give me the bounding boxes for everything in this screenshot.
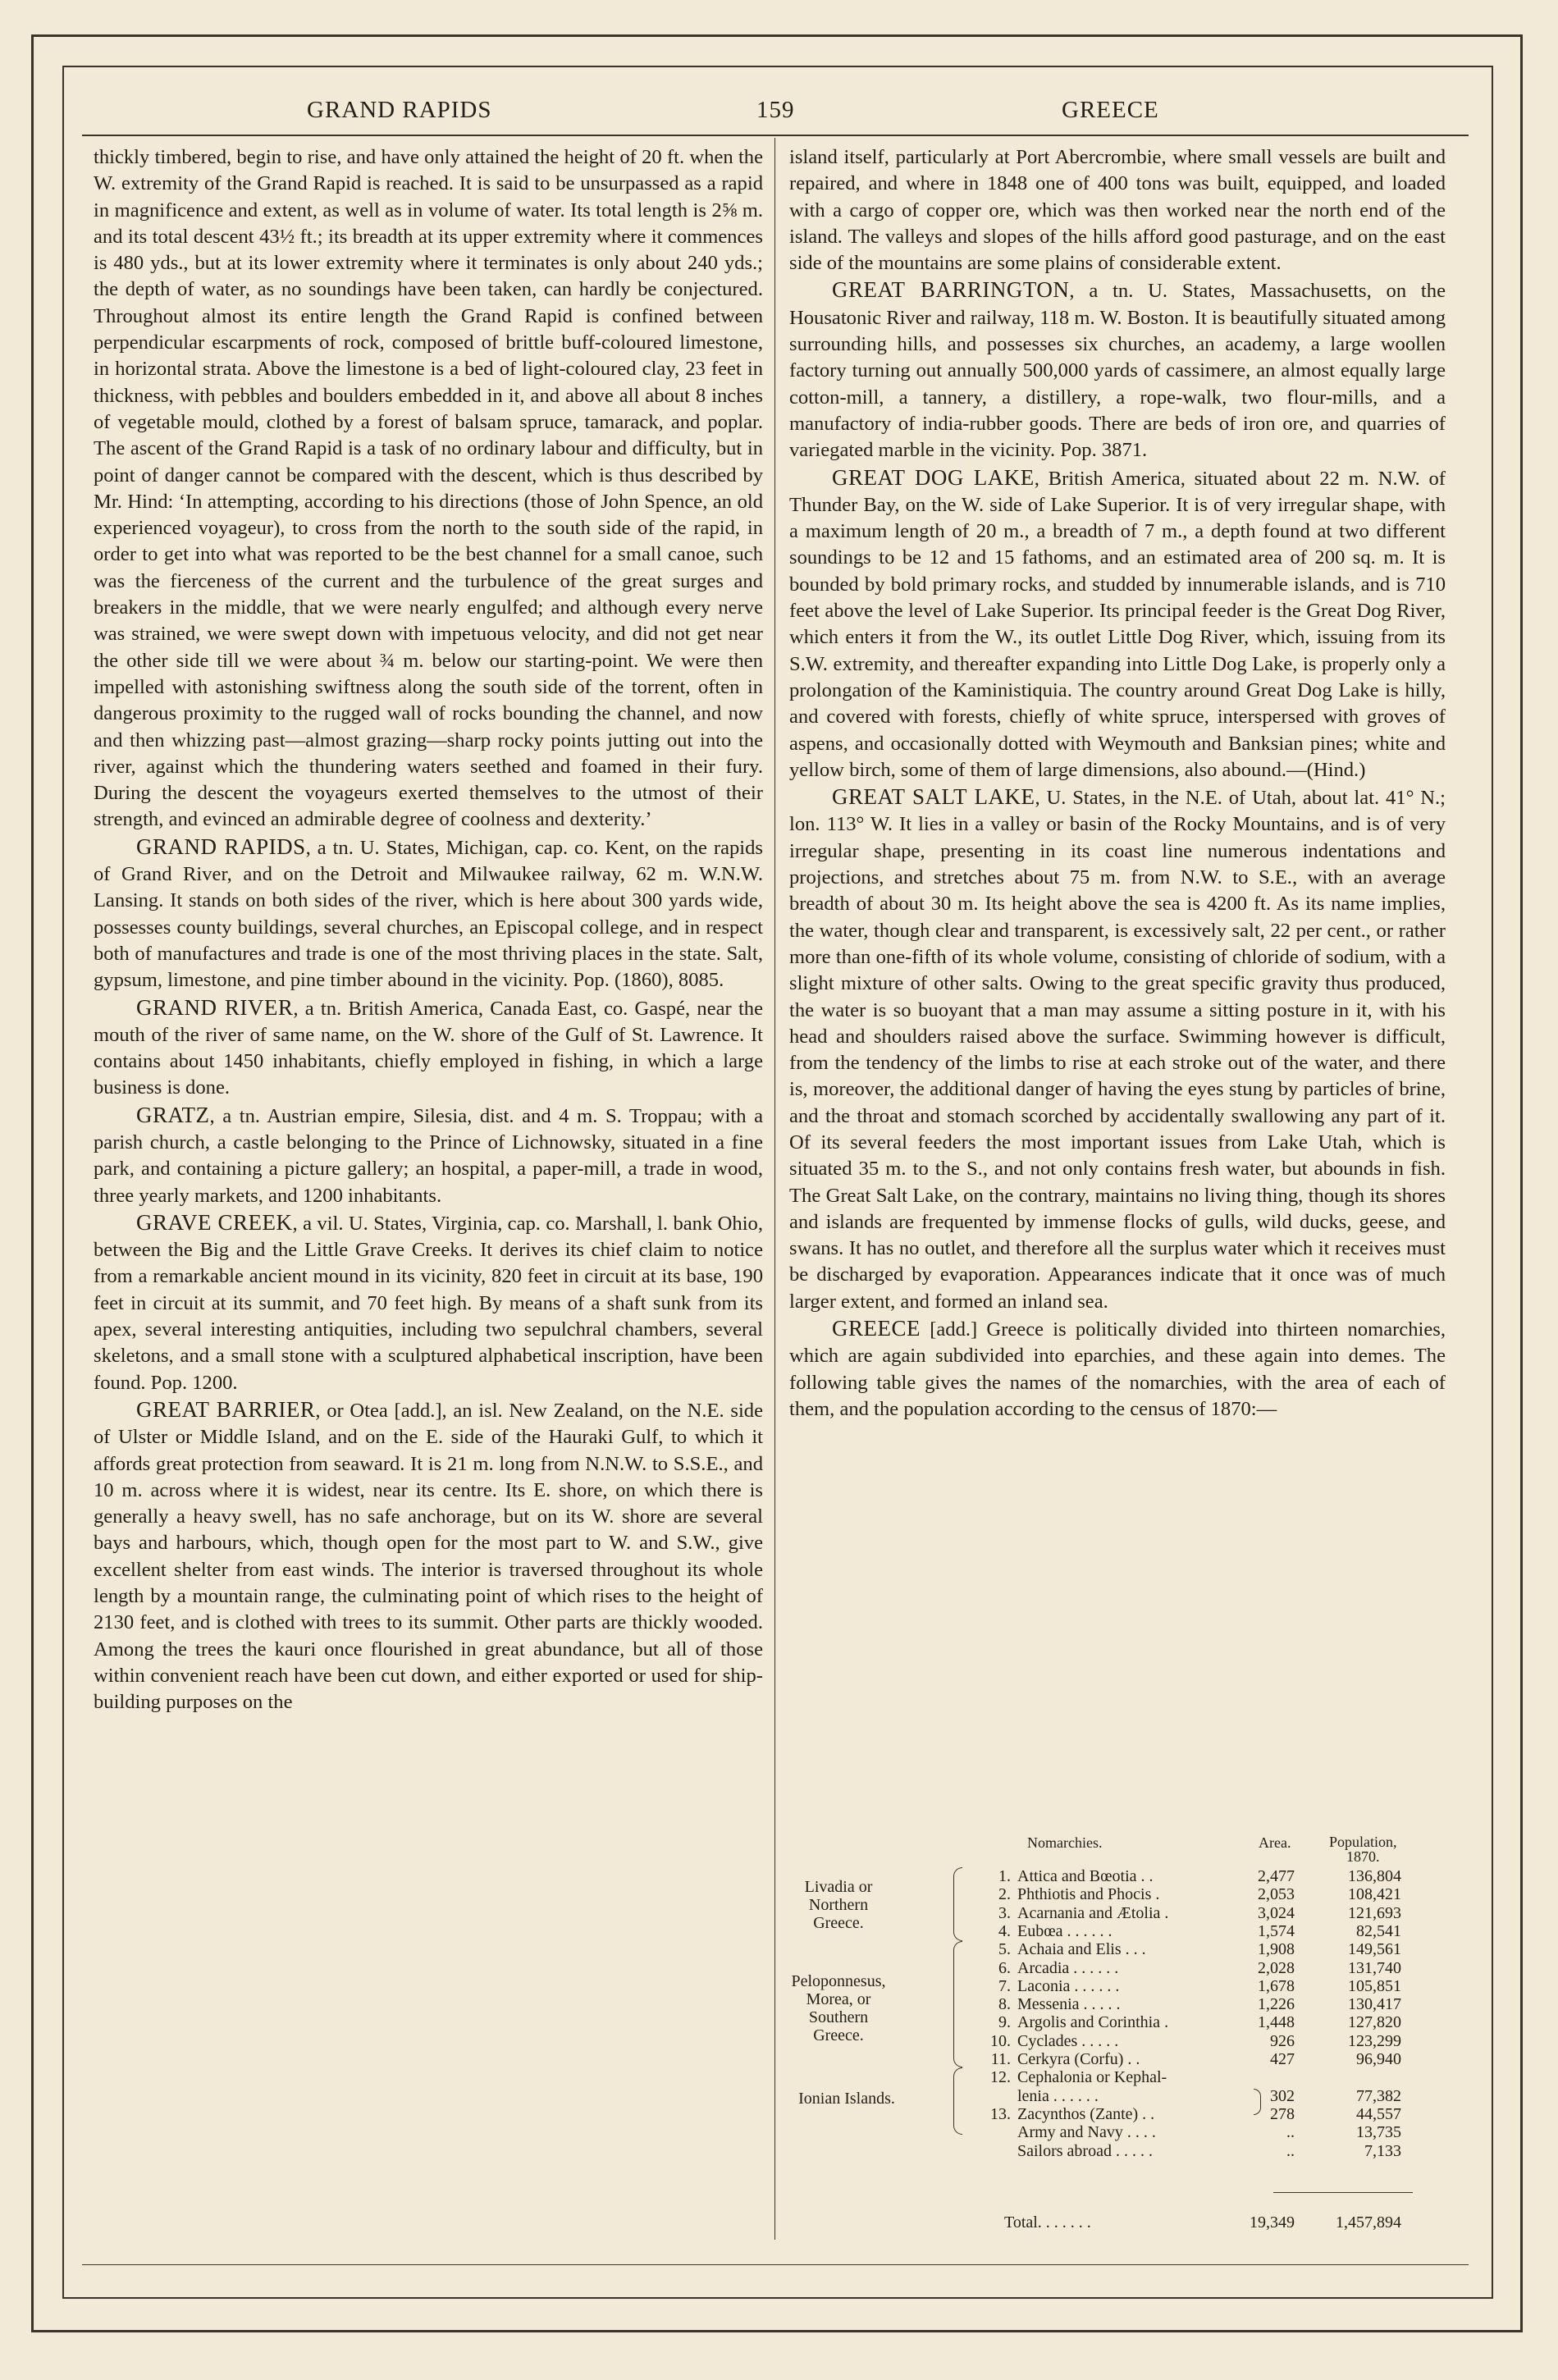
entry-heading: GREAT BARRINGTON <box>832 277 1070 303</box>
group-label-line: Livadia or <box>804 1878 873 1896</box>
row-area: 1,908 <box>1258 1940 1295 1959</box>
row-name: Cyclades . . . . . <box>1017 2031 1119 2050</box>
entry-text: island itself, particularly at Port Abercrombie, where small vessels are built and repaired, and where in 1848 one of 400 tons was built, equipped, and loaded with a cargo of copper ore, which was then worked near the north end of the island. The valleys and slopes of the hills afford good pasturage, and on the east side of the mountains are some plains of considerable extent. <box>789 146 1446 275</box>
row-area: 2,053 <box>1258 1885 1295 1904</box>
row-population: 131,740 <box>1348 1958 1401 1977</box>
table-row <box>789 2013 1446 2031</box>
entry-heading: GRATZ <box>136 1102 210 1127</box>
row-population: 13,735 <box>1356 2123 1401 2142</box>
entry-grand-rapid-continued <box>94 144 763 834</box>
row-name: Achaia and Elis . . . <box>1017 1940 1146 1959</box>
header-rule <box>82 135 1469 136</box>
entry-heading: GRAND RAPIDS <box>136 834 306 859</box>
entry-text: thickly timbered, begin to rise, and have only attained the height of 20 ft. when the W. extremity of the Grand Rapid is reached. It is said to be unsurpassed as a rapid in magnificence and extent, as well as in volume of water. Its total length is 2⅝ m. and its total descent 43½ ft.; its breadth at its upper extremity where it commences is 480 yds., but at its lower extremity where it terminates is only about 240 yds.; the depth of water, as no soundings have been taken, can hardly be conjectured. Throughout almost its entire length the Grand Rapid is confined between perpendicular escarpments of rock, composed of brittle buff-coloured limestone, in horizontal strata. Above the limestone is a bed of light-coloured clay, 23 feet in thickness, with pebbles and boulders embedded in it, and above all about 8 inches of vegetable mould, clothed by a forest of balsam spruce, tamarack, and poplar. The ascent of the Grand Rapid is a task of no ordinary labour and difficulty, but in point of danger cannot be compared with the descent, which is thus described by Mr. Hind: ‘In attempting, according to his directions (those of John Spence, an old experienced voyageur), to cross from the north to the south side of the rapid, in order to get into what was reported to be the best channel for a small canoe, such was the fierceness of the current and the turbulence of the great surges and breakers in the middle, that we were nearly engulfed; and although every nerve was strained, we were swept down with impetuous velocity, and did not get near the other side till we were about ¾ m. below our starting-point. We were then impelled with astonishing swiftness along the south side of the torrent, often in dangerous proximity to the rugged wall of rocks bounding the channel, and now and then whizzing past—almost grazing—sharp rocky points jutting out into the river, against which the thundering waters seethed and foamed in their fury. During the descent the voyageurs exerted themselves to the utmost of their strength, and evinced an admirable degree of coolness and dexterity.’ <box>94 146 763 831</box>
total-row <box>789 2213 1446 2232</box>
row-name: lenia . . . . . . <box>1017 2086 1099 2105</box>
row-number: 11. <box>990 2050 1011 2068</box>
row-population: 127,820 <box>1348 2013 1401 2032</box>
column-header-population <box>1329 1834 1397 1864</box>
header-left-title: GRAND RAPIDS <box>307 97 492 123</box>
entry-text: , a tn. U. States, Michigan, cap. co. Kent, on the rapids of Grand River, and on the Detroit and Milwaukee railway, 62 m. W.N.W. Lansing. It stands on both sides of the river, which is here about 300 yards wide, possesses county buildings, several churches, an Episcopal college, and in respect both of manufactures and trade is one of the most thriving places in the state. Salt, gypsum, limestone, and pine timber abound in the vicinity. Pop. (1860), 8085. <box>94 836 763 992</box>
entry-heading: GREAT BARRIER <box>136 1396 316 1422</box>
total-population: 1,457,894 <box>1336 2213 1401 2232</box>
left-column <box>94 144 763 1716</box>
row-population: 7,133 <box>1364 2141 1401 2160</box>
column-header-area: Area. <box>1259 1834 1291 1851</box>
row-area: 1,226 <box>1258 1995 1295 2014</box>
table-row <box>789 1904 1446 1922</box>
entry-text: , U. States, in the N.E. of Utah, about lat. 41° N.; lon. 113° W. It lies in a valley or basin of the Rocky Mountains, and is of very irregular shape, presenting in its coast line numerous indentations and projections, and stretches about 75 m. from N.W. to S.E., with an average breadth of about 30 m. Its height above the sea is 4200 ft. As its name implies, the water, though clear and transparent, is excessively salt, 22 per cent., or rather more than one-fifth of its whole volume, consisting of chloride of sodium, with a slight mixture of other salts. Owing to the great specific gravity thus produced, the water is so buoyant that a man may assume a sitting posture in it, with his head and shoulders raised above the surface. Swimming however is difficult, from the tendency of the limbs to rise at each stroke out of the water, and there is, moreover, the additional danger of having the eyes stung by particles of brine, and the throat and stomach scorched by accidentally swallowing any part of it. Of its several feeders the most important issues from Lake Utah, which is situated 35 m. to the S., and not only contains fresh water, but abounds in fish. The Great Salt Lake, on the contrary, maintains no living thing, though its shores and islands are frequented by immense flocks of gulls, wild ducks, geese, and swans. It has no outlet, and therefore all the surplus water which it receives must be discharged by evaporation. Appearances indicate that it once was of much larger extent, and formed an inland sea. <box>789 787 1446 1313</box>
row-area: 2,477 <box>1258 1867 1295 1885</box>
entry-grand-river <box>94 994 763 1102</box>
row-name: Argolis and Corinthia . <box>1017 2013 1169 2032</box>
entry-text: , a tn. British America, Canada East, co. Gaspé, near the mouth of the river of same name, on the W. shore of the Gulf of St. Lawrence. It contains about 1450 inhabitants, chiefly employed in fishing, in which a large business is done. <box>94 997 763 1099</box>
entry-text: , a vil. U. States, Virginia, cap. co. Marshall, l. bank Ohio, between the Big and the Little Grave Creeks. It derives its chief claim to notice from a remarkable ancient mound in its vicinity, 820 feet in circuit at its base, 190 feet in circuit at its summit, and 70 feet high. By means of a shaft sunk from its apex, several interesting antiquities, including two sepulchral chambers, several skeletons, and a small stone with a sculptured alphabetical inscription, have been found. Pop. 1200. <box>94 1212 763 1394</box>
entry-great-dog-lake <box>789 464 1446 784</box>
row-area: 3,024 <box>1258 1903 1295 1922</box>
row-name: Cerkyra (Corfu) . . <box>1017 2050 1140 2068</box>
row-number: 1. <box>998 1867 1011 1885</box>
entry-heading: GREAT DOG LAKE <box>832 464 1035 490</box>
row-number: 8. <box>998 1995 1011 2014</box>
entry-heading: GREAT SALT LAKE <box>832 784 1035 810</box>
row-name: Eubœa . . . . . . <box>1017 1921 1113 1940</box>
column-divider <box>774 138 775 2240</box>
row-number: 10. <box>990 2031 1011 2050</box>
entry-grand-rapids <box>94 834 763 994</box>
row-number: 12. <box>990 2068 1011 2087</box>
row-population: 149,561 <box>1348 1940 1401 1959</box>
entry-grave-creek <box>94 1209 763 1396</box>
group-label-line: Southern <box>808 2008 869 2026</box>
row-name: Attica and Bœotia . . <box>1017 1867 1154 1885</box>
row-population: 44,557 <box>1356 2104 1401 2123</box>
row-name: Acarnania and Ætolia . <box>1017 1903 1169 1922</box>
row-population: 108,421 <box>1348 1885 1401 1904</box>
group-label-line: Greece. <box>813 2026 864 2044</box>
row-population: 77,382 <box>1356 2086 1401 2105</box>
row-name: Laconia . . . . . . <box>1017 1976 1120 1995</box>
row-population: 96,940 <box>1356 2050 1401 2068</box>
table-row <box>789 1977 1446 1995</box>
table-row <box>789 1995 1446 2013</box>
group-label-line: Ionian Islands. <box>798 2090 895 2108</box>
header-right-title: GREECE <box>1062 97 1159 123</box>
row-name: Zacynthos (Zante) . . <box>1017 2104 1155 2123</box>
group-label-line: Northern <box>808 1896 869 1914</box>
row-area: .. <box>1286 2123 1295 2142</box>
row-area: 926 <box>1270 2031 1295 2050</box>
row-name: Cephalonia or Kephal- <box>1017 2068 1167 2087</box>
entry-gratz <box>94 1102 763 1209</box>
table-row <box>789 2123 1446 2141</box>
row-number: 4. <box>998 1921 1011 1940</box>
total-area: 19,349 <box>1250 2213 1295 2232</box>
row-population: 130,417 <box>1348 1995 1401 2014</box>
row-number: 3. <box>998 1903 1011 1922</box>
page-number: 159 <box>756 97 795 123</box>
row-number: 5. <box>998 1940 1011 1959</box>
row-population: 123,299 <box>1348 2031 1401 2050</box>
group-label-line: Greece. <box>813 1914 864 1932</box>
column-header-nomarchies: Nomarchies. <box>1027 1834 1103 1851</box>
table-row <box>789 1959 1446 1977</box>
row-number: 7. <box>998 1976 1011 1995</box>
entry-text: , a tn. U. States, Massachusetts, on the Housatonic River and railway, 118 m. W. Boston. It is beautifully situated among surrounding hills, and possesses six churches, an academy, a large woollen factory turning out annually 500,000 yards of cassimere, an almost equally large cotton-mill, a tannery, a distillery, a rope-walk, two flour-mills, and a manufactory of india-rubber goods. There are beds of iron ore, and quarries of variegated marble in the vicinity. Pop. 3871. <box>789 280 1446 462</box>
entry-text: [add.] Greece is politically divided into thirteen nomarchies, which are again subdivided into eparchies, and these again into demes. The following table gives the names of the nomarchies, with the area of each of them, and the population according to the census of 1870:— <box>789 1318 1446 1420</box>
table-row <box>789 2087 1446 2105</box>
entry-heading: GREECE <box>832 1316 921 1341</box>
entry-great-barrier <box>94 1396 763 1716</box>
table-row <box>789 2105 1446 2123</box>
row-number: 2. <box>998 1885 1011 1904</box>
row-name: Arcadia . . . . . . <box>1017 1958 1119 1977</box>
row-area: 2,028 <box>1258 1958 1295 1977</box>
table-row <box>789 1922 1446 1940</box>
bottom-rule <box>82 2264 1469 2265</box>
row-population: 105,851 <box>1348 1976 1401 1995</box>
row-number: 6. <box>998 1958 1011 1977</box>
table-row <box>789 1885 1446 1903</box>
row-area: 1,574 <box>1258 1921 1295 1940</box>
row-name: Phthiotis and Phocis . <box>1017 1885 1160 1904</box>
row-area: 278 <box>1270 2104 1295 2123</box>
row-area: 1,678 <box>1258 1976 1295 1995</box>
entry-heading: GRAVE CREEK <box>136 1209 293 1235</box>
row-population: 82,541 <box>1356 1921 1401 1940</box>
column-header-population-year: 1870. <box>1346 1848 1380 1865</box>
row-number: 9. <box>998 2013 1011 2032</box>
row-area: 1,448 <box>1258 2013 1295 2032</box>
row-name: Messenia . . . . . <box>1017 1995 1121 2014</box>
row-area: 302 <box>1270 2086 1295 2105</box>
group-label-line: Morea, or <box>806 1990 871 2008</box>
row-number: 13. <box>990 2104 1011 2123</box>
table-row <box>789 1940 1446 1958</box>
table-row <box>789 2142 1446 2160</box>
entry-greece <box>789 1315 1446 1423</box>
group-label-line: Peloponnesus, <box>791 1972 886 1990</box>
entry-great-salt-lake <box>789 783 1446 1315</box>
row-population: 136,804 <box>1348 1867 1401 1885</box>
right-column <box>789 144 1446 1423</box>
entry-text: , a tn. Austrian empire, Silesia, dist. and 4 m. S. Troppau; with a parish church, a castle belonging to the Prince of Lichnowsky, situated in a fine park, and containing a picture gallery; an hospital, a paper-mill, a trade in wood, three yearly markets, and 1200 inhabitants. <box>94 1104 763 1207</box>
entry-great-barrington <box>789 276 1446 464</box>
column-header-population-label: Population, <box>1329 1834 1397 1850</box>
entry-text: , British America, situated about 22 m. N.W. of Thunder Bay, on the W. side of Lake Superior. It is of very irregular shape, with a maximum length of 20 m., a breadth of 7 m., a depth found at two different soundings to be 12 and 15 fathoms, and an estimated area of 200 sq. m. It is bounded by bold primary rocks, and studded by innumerable islands, and is 710 feet above the level of Lake Superior. Its principal feeder is the Great Dog River, which enters it from the W., its outlet Little Dog River, which, issuing from its S.W. extremity, and thereafter expanding into Little Dog Lake, is properly only a prolongation of the Kaministiquia. The country around Great Dog Lake is hilly, and covered with forests, chiefly of white spruce, interspersed with groves of aspens, and occasionally dotted with Weymouth and Banksian pines; white and yellow birch, some of them of large dimensions, also abound.—(Hind.) <box>789 467 1446 781</box>
table-row <box>789 2068 1446 2086</box>
entry-heading: GRAND RIVER <box>136 994 294 1020</box>
entry-great-barrier-continued <box>789 144 1446 276</box>
table-row <box>789 1867 1446 1885</box>
total-rule <box>1273 2192 1413 2193</box>
entry-text: , or Otea [add.], an isl. New Zealand, on the N.E. side of Ulster or Middle Island, and on the E. side of the Hauraki Gulf, to which it affords great protection from seaward. It is 21 m. long from N.N.W. to S.S.E., and 10 m. across where it is widest, near its centre. Its E. shore, on which there is generally a heavy swell, has no safe anchorage, but on its W. shore are several bays and harbours, which, though open for the most part to W. and S.W., give excellent shelter from east winds. The interior is traversed throughout its whole length by a mountain range, the culminating point of which rises to the height of 2130 feet, and is clothed with trees to its summit. Other parts are thickly wooded. Among the trees the kauri once flourished in great abundance, but all of those within convenient reach have been cut down, and either exported or used for ship-building purposes on the <box>94 1399 763 1714</box>
row-population: 121,693 <box>1348 1903 1401 1922</box>
table-row <box>789 2050 1446 2068</box>
row-area: 427 <box>1270 2050 1295 2068</box>
row-name: Army and Navy . . . . <box>1017 2123 1156 2142</box>
row-area: .. <box>1286 2141 1295 2160</box>
total-label: Total. . . . . . . <box>1004 2213 1091 2232</box>
row-name: Sailors abroad . . . . . <box>1017 2141 1153 2160</box>
table-row <box>789 2032 1446 2050</box>
running-header <box>82 97 1469 130</box>
